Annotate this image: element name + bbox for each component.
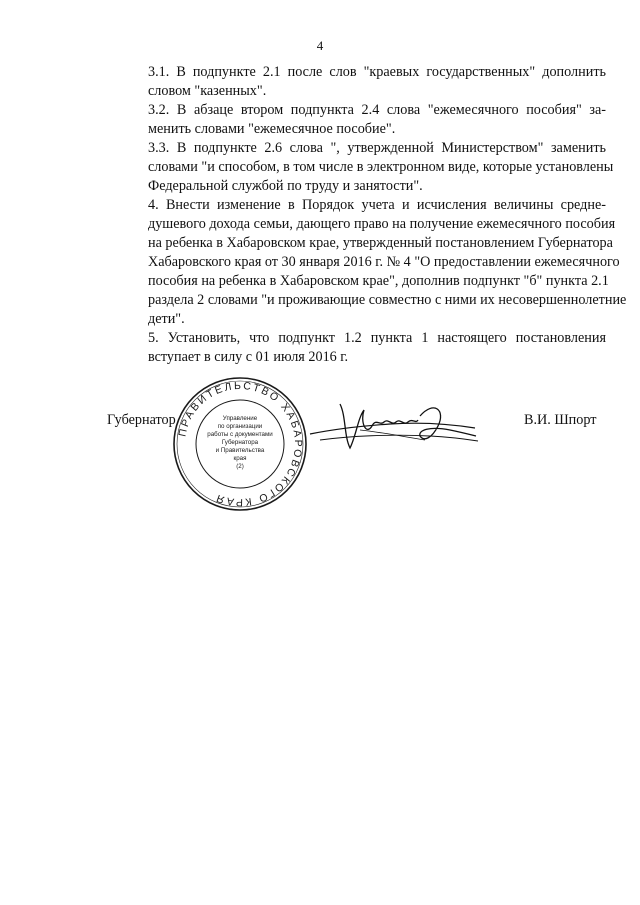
seal-line: работы с документами <box>207 431 273 438</box>
seal-line: по организации <box>217 423 263 430</box>
text-line: 3.1. В подпункте 2.1 после слов "краевых государственных" дополнить <box>148 64 606 80</box>
text-line: на ребенка в Хабаровском крае, утвержденный постановлением Губернатора <box>148 235 613 251</box>
text-line: 5. Установить, что подпункт 1.2 пункта 1 настоящего постановления <box>148 330 606 346</box>
page-number: 4 <box>316 38 324 53</box>
text-line: 3.3. В подпункте 2.6 слова ", утвержденной Министерством" заменить <box>148 140 606 156</box>
paragraph-3-3 <box>122 139 614 196</box>
text-line: дети". <box>148 311 185 327</box>
seal-line: (2) <box>236 463 244 470</box>
seal-line: и Правительства <box>215 447 265 454</box>
text-line: Хабаровского края от 30 января 2016 г. № 4 "О предоставлении ежемесячного <box>148 254 620 270</box>
paragraph-4 <box>122 196 627 329</box>
text-line: 4. Внести изменение в Порядок учета и исчисления величины средне- <box>148 197 606 213</box>
text-line: раздела 2 словами "и проживающие совместно с ними их несовершеннолетние <box>148 292 627 308</box>
signatory-name: В.И. Шпорт <box>524 412 597 428</box>
handwritten-signature <box>300 396 480 456</box>
paragraph-3-2 <box>122 101 606 139</box>
seal-line: Управление <box>222 415 258 422</box>
text-line: душевого дохода семьи, дающего право на получение ежемесячного пособия <box>148 216 616 232</box>
seal-line: Губернатора <box>221 439 259 446</box>
text-line: менить словами "ежемесячное пособие". <box>148 121 396 137</box>
seal-outer-text: ПРАВИТЕЛЬСТВО ХАБАРОВСКОГО КРАЯ <box>176 379 305 509</box>
signatory-title: Губернатор <box>107 412 176 428</box>
paragraph-5 <box>122 329 606 367</box>
document-body <box>122 63 627 367</box>
seal-line: края <box>233 455 247 462</box>
text-line: Федеральной службой по труду и занятости". <box>148 178 423 194</box>
text-line: 3.2. В абзаце втором подпункта 2.4 слова "ежемесячного пособия" за- <box>148 102 606 118</box>
text-line: вступает в силу с 01 июля 2016 г. <box>148 349 349 365</box>
official-seal-stamp <box>172 376 308 512</box>
paragraph-3-1 <box>122 63 606 101</box>
text-line: словами "и способом, в том числе в электронном виде, которые установлены <box>148 159 614 175</box>
text-line: пособия на ребенка в Хабаровском крае", дополнив подпункт "б" пункта 2.1 <box>148 273 609 289</box>
text-line: словом "казенных". <box>148 83 267 99</box>
